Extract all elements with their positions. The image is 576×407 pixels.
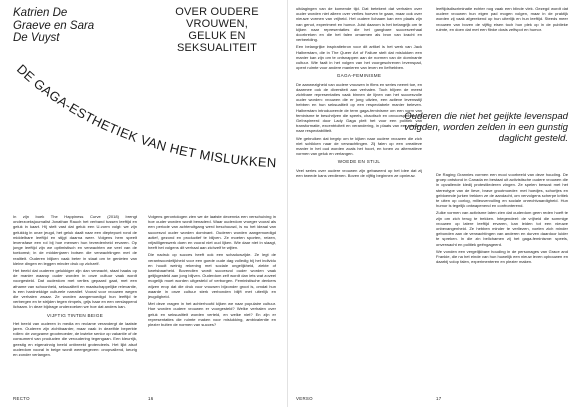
paragraph: Veel series over oudere vrouwen zijn gebaseerd op het idee dat zij een tweede kans verdienen. Boven de vijftig beginnen ze opnieuw. <box>296 167 422 178</box>
title-line: VROUWEN, <box>185 18 249 30</box>
page-number: 16 <box>148 396 154 401</box>
text-column-2 <box>148 214 276 329</box>
title-line: OVER OUDERE <box>175 6 259 18</box>
paragraph: Het beeld dat ouderen gelukkiger zijn dan verwacht, staat haaks op de manier waarop ouder worden in onze cultuur vaak wordt voorgesteld. Dat ouderdom met verlies gepaard gaat, met een afname van schoonheid, seksualiteit en maatschappelijke relevantie, is een hardnekkige culturele narratief. Vooral voor vrouwen wegen die verhalen zwaar. Ze worden aangemoedigd hun leeftijd te verbergen en te strijden tegen rimpels, grijs haar en een verslappend lichaam. In deze bijdrage onderzoeken we hoe dat anders kan. <box>13 268 137 310</box>
paragraph: In zijn boek The Happiness Curve (2018) brengt onderzoeksjournalist Jonathan Rauch het verband tussen leeftijd en geluk in kaart. Hij stelt vast dat geluk een U-vorm volgt: we zijn gelukkig in onze jeugd, het geluk daalt naar een dieptepunt rond de middelbare leeftijd en stijgt daarna weer. Volgens hem speelt levensfase een rol bij hoe mensen hun tevredenheid ervaren. Op jonge leeftijd zijn we optimistisch en verwachten we veel van de toekomst; in de middenjaren botsen die verwachtingen met de realiteit. Ouderen blijken vaak beter in staat om te genieten van kleine dingen en leggen minder druk op zichzelf. <box>13 214 137 266</box>
folio-label: VERSO <box>296 396 313 401</box>
title-line: SEKSUALITEIT <box>176 42 258 54</box>
page-number: 17 <box>436 396 442 401</box>
paragraph: We gebruiken dat begrip om te kijken naar oudere vrouwen die zich niet schikken naar de verwachtingen. Zij falen op een creatieve manier in het oud worden zoals het hoort, en tonen zo alternatieve vormen van geluk en verlangen. <box>296 135 422 157</box>
paragraph: leeftijdsdiscriminatie echter nog vaak een blinde vlek. Gezegd wordt dat oudere vrouwen hun eigen pad mogen volgen, maar in de praktijk worden zij vaak afgerekend op hun uiterlijk en hun leeftijd. Steeds meer vrouwen van boven de vijftig eisen toch hun plek op in de publieke ruimte, en doen dat met een flinke dosis zelfspot en humor. <box>436 6 568 32</box>
title-line: GELUK EN <box>188 30 246 42</box>
author-line: Graeve en Sara <box>13 19 95 32</box>
page-gutter <box>287 0 288 407</box>
text-column-4 <box>436 6 568 34</box>
paragraph: Een belangrijke inspiratiebron voor dit artikel is het werk van Jack Halberstam, die in The Queer Art of Failure stelt dat mislukken een manier kan zijn om te ontsnappen aan de normen van de dominante cultuur. Wie faalt in het volgen van het voorgeschreven levenspad, opent ruimte voor andere manieren van leven en liefhebben. <box>296 44 422 71</box>
section-subhead: GAGA-FEMINISME <box>336 73 382 79</box>
paragraph: Zulke vormen van activisme laten zien dat ouderdom geen reden hoeft te zijn om zich terug te trekken. Integendeel: de vrijheid die sommige vrouwen op latere leeftijd ervaren, kan leiden tot een nieuwe onbevangenheid. Ze hebben minder te verliezen, voelen zich minder gebonden aan de verwachtingen van anderen en durven daardoor luider te spreken. In die zin belichamen zij het gaga-feminisme: speels, onverwacht en politiek geëngageerd. <box>436 210 568 247</box>
paragraph: De aanwezigheid van oudere vrouwen in films en series neemt toe, en daarmee ook de diversiteit aan verhalen. Toch blijven de meest zichtbare representaties vaak binnen de lijnen van het succesvolle ouder worden: vrouwen die er jong uitzien, een actieve levensstijl hebben en hun seksualiteit op een respectabele manier beleven. Halberstam introduceerde de term gaga-feminisme om een vorm van feminisme te beschrijven die speels, chaotisch en onvoorspelbaar is. Geïnspireerd door Lady Gaga pleit het voor een politiek van transformatie, excentriciteit en verandering, in plaats van een streven naar respectabiliteit. <box>296 81 422 134</box>
pull-quote: Ouderen die niet het geijkte levenspad volgden, worden zelden in een gunstig daglicht gesteld. <box>404 111 568 144</box>
section-subhead: VIJFTIG TINTEN BEIGE <box>46 312 104 318</box>
author-line: Katrien De <box>13 7 68 19</box>
arc-title-path: DE GAGA-ESTHETIEK VAN HET MISLUKKEN <box>13 61 277 171</box>
section-subhead: WOEDE EN STIJL <box>337 159 381 165</box>
text-column-4-continued <box>436 172 568 266</box>
author-line: De Vuyst <box>13 32 60 44</box>
paragraph: Volgens gerontologen zien we de laatste decennia een verschuiving in hoe ouder worden wordt benaderd. Waar ouderdom vroeger vooral als een periode van achteruitgang werd beschouwd, is nu het ideaal van succesvol ouder worden dominant. Ouderen worden aangemoedigd actief, gezond en productief te blijven. Ze moeten sporten, reizen, vrijwilligerswerk doen en vooral niet oud lijken. Wie daar niet in slaagt, heeft het volgens dit verhaal aan zichzelf te wijten. <box>148 214 276 251</box>
text-column-3 <box>296 6 422 180</box>
paragraph: We vonden een vergelijkbare houding in de personages van Grace and Frankie, die na het einde van hun huwelijk een nieuw leven opbouwen en daarbij volop falen, experimenteren en plezier maken. <box>436 248 568 265</box>
paragraph: De Raging Grannies vormen een mooi voorbeeld van deze houding. De groep ontstond in Canada en bestaat uit activistische oudere vrouwen die in opvallende kledij protestliederen zingen. Ze spelen bewust met het stereotype van de lieve, brave grootmoeder: met hoedjes, schortjes en gebloemde jurken trekken ze de aandacht, om vervolgens scherpe kritiek te uiten op oorlog, milieuvervuiling en sociale onrechtvaardigheid. Hun humor is tegelijk ontwapenend en confronterend. <box>436 172 568 209</box>
paragraph: uitdagingen van de komende tijd. Dat betekent dat verhalen over ouder worden niet alleen over verlies hoeven te gaan, maar ook over nieuwe vormen van vrijheid. Het oudere lichaam kan een plaats zijn van genot, experiment en humor. Juist daarom is het belangrijk om te kijken naar representaties die het gangbare succesverhaal doorbreken en die het falen omarmen als bron van kracht en verbeelding. <box>296 6 422 43</box>
folio-label: RECTO <box>13 396 30 401</box>
right-page <box>288 0 576 407</box>
paragraph: Met deze vragen in het achterhoofd kijken we naar populaire cultuur. Hoe worden oudere vrouwen er voorgesteld? Welke verhalen over geluk en seksualiteit worden verteld, en welke niet? En zijn er representaties die ruimte maken voor mislukking, ambivalentie en plezier buiten de normen van succes? <box>148 301 276 328</box>
text-column-1 <box>13 214 137 359</box>
paragraph: Die nadruk op succes heeft ook een schaduwzijde. Ze legt de verantwoordelijkheid voor een goede oude dag volledig bij het individu en houdt weinig rekening met sociale ongelijkheid, ziekte of kwetsbaarheid. Bovendien wordt succesvol ouder worden vaak gelijkgesteld aan jong blijven. Ouderdom zelf wordt dan iets wat zoveel mogelijk moet worden uitgesteld of verborgen. Feministische denkers wijzen erop dat die druk voor vrouwen bijzonder groot is, omdat hun waarde in onze cultuur sterk verbonden blijft met uiterlijk en jeugdigheid. <box>148 252 276 300</box>
arc-title-text <box>14 61 277 170</box>
paragraph: Het beeld van ouderen in media en reclame verandergt de laatste jaren. Ouderen zijn zichtbaarder, maar vaak in dezelfde beperkte rollen: de zorgzame grootmoeder, de kwieke senior op vakantie of de consument van producten die veroudering tegengaan. Een kleurrijk, geestig en eigenzinnig beeld ontbreekt grotendeels. Het lijkt alsof ouderdom vooral in beige wordt weergegeven: onopvallend, keurig en zonder verlangen. <box>13 320 137 358</box>
